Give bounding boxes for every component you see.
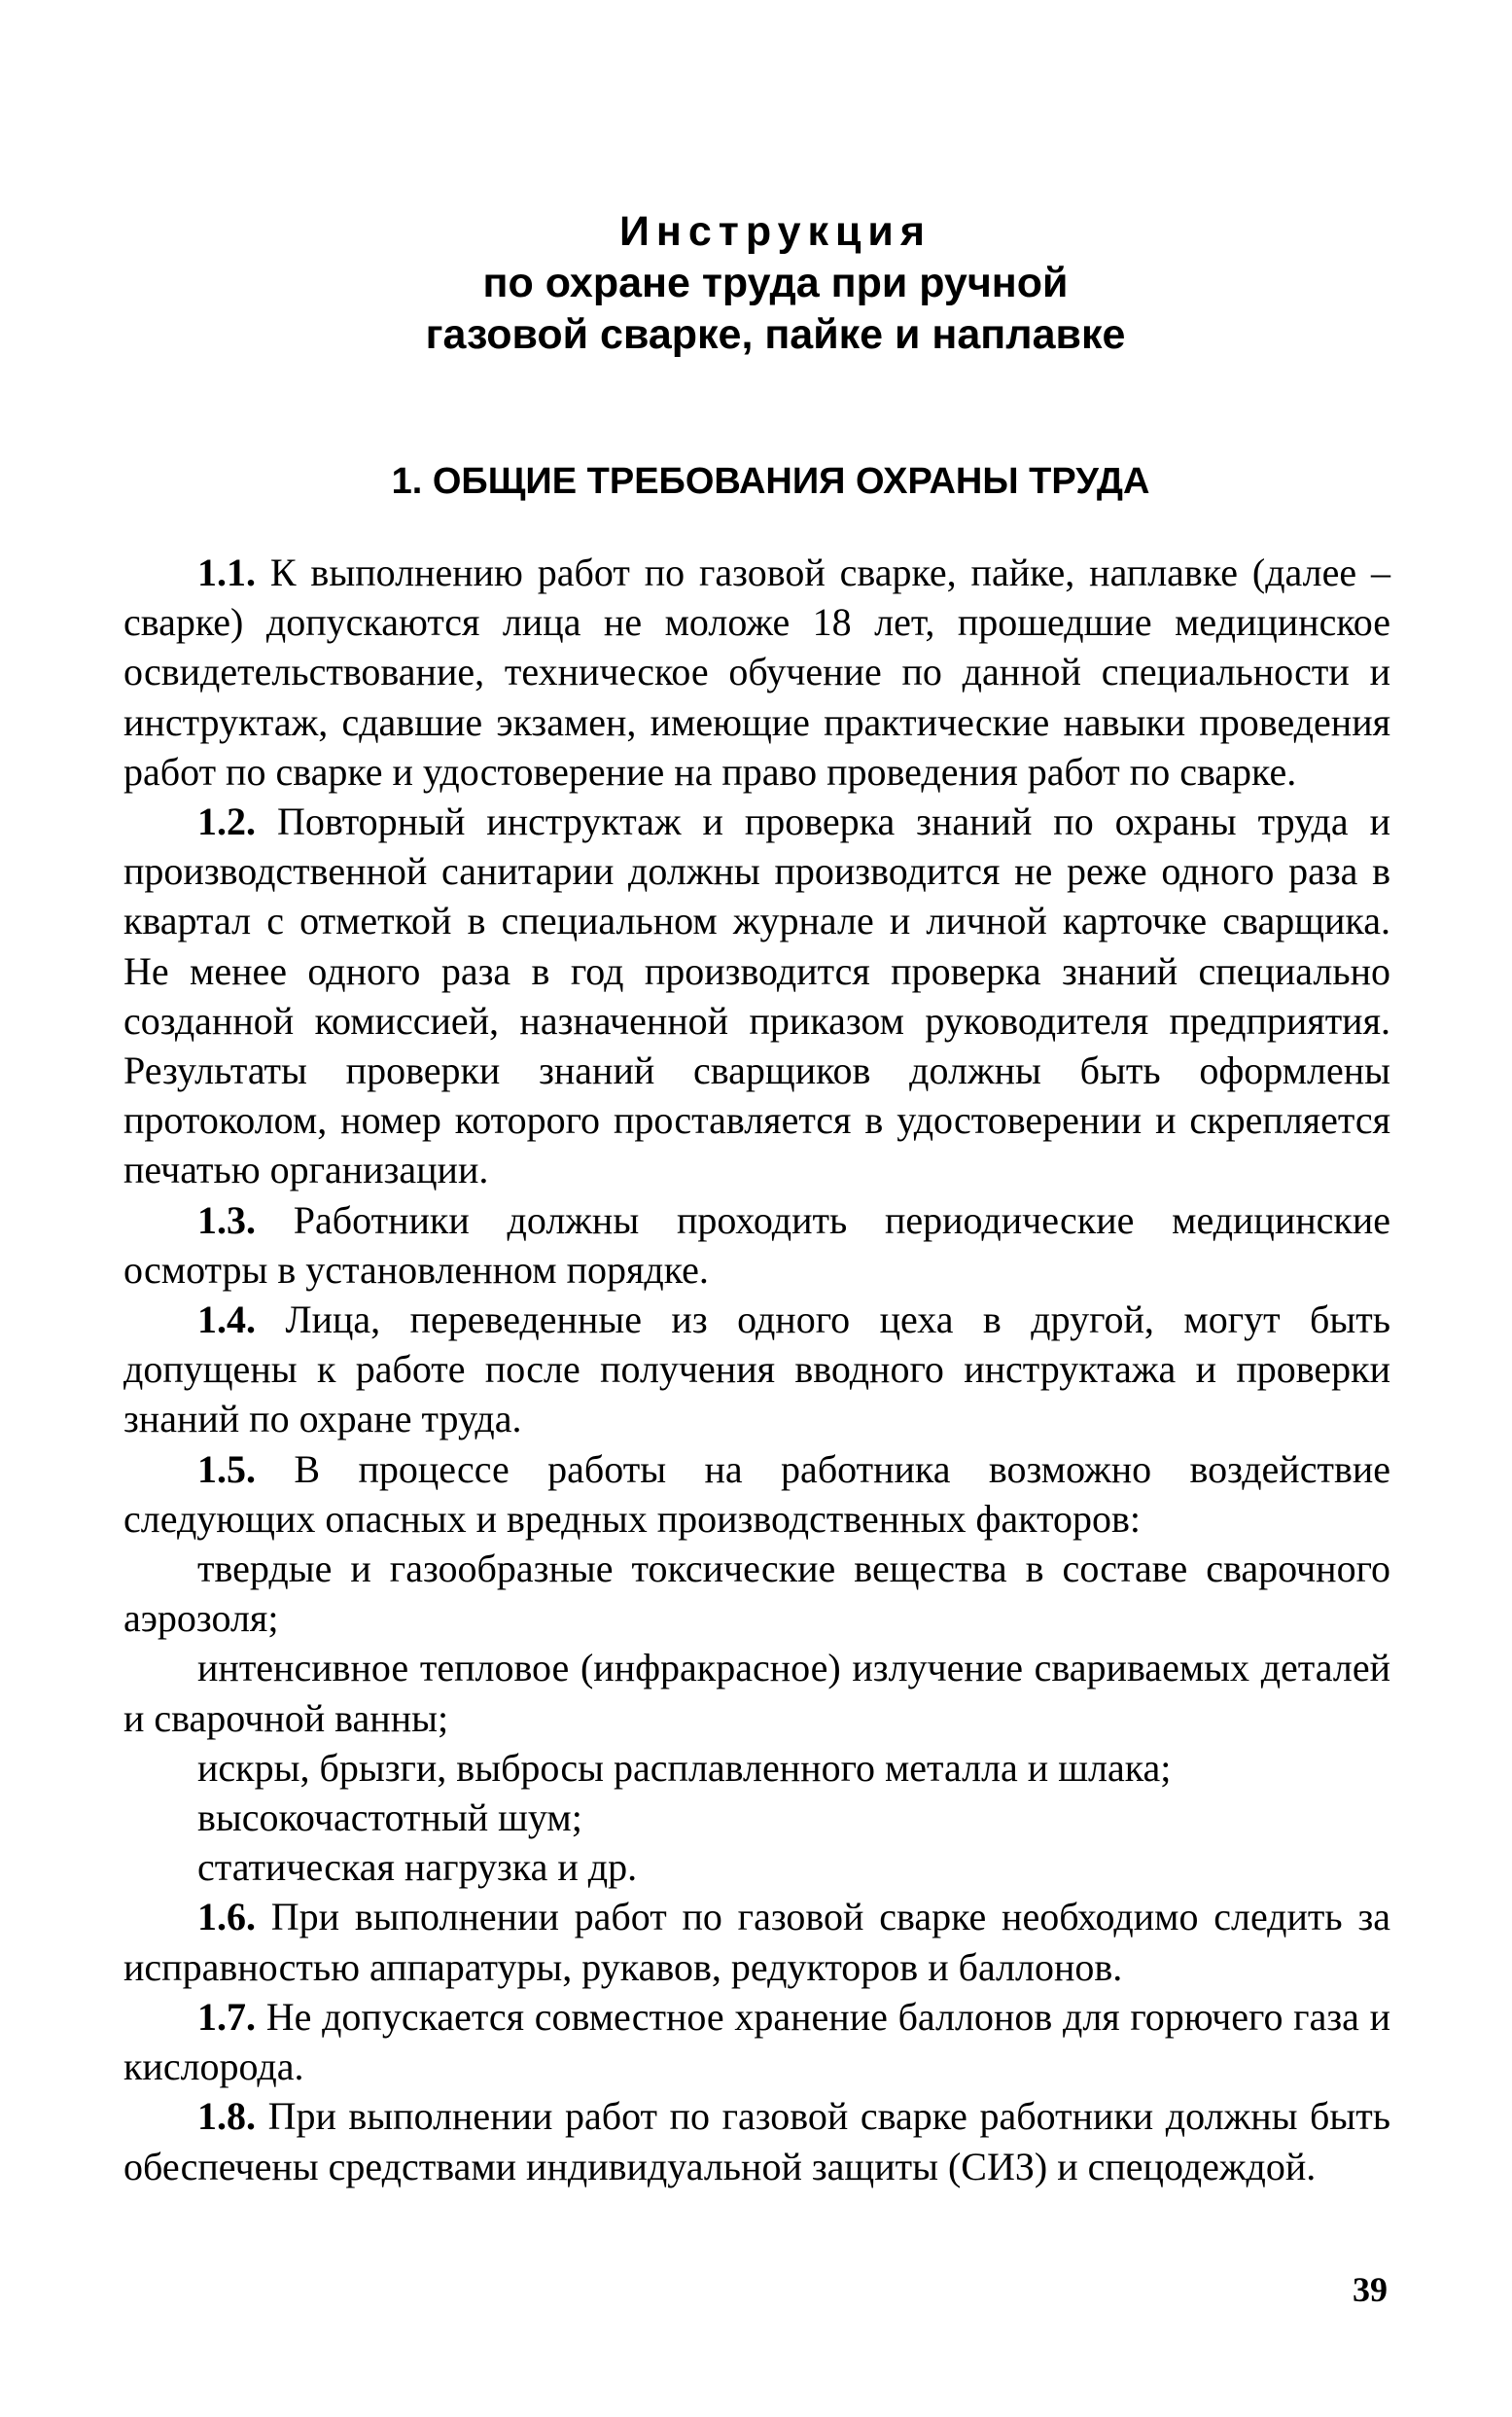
title-line-3: газовой сварке, пайке и наплавке — [425, 311, 1126, 358]
paragraph-number: 1.5. — [197, 1446, 256, 1491]
paragraph-text: Повторный инструктаж и проверка знаний по охраны труда и производственной санитарии должны производится не реже одного раза в квартал с отметкой в специальном журнале и личной карточке сварщика. Не менее одного раза в год производится проверка знаний специально созданной комиссией, назначенной приказом руководителя предприятия. Результаты проверки знаний сварщиков должны быть оформлены протоколом, номер которого проставляется в удостоверении и скрепляется печатью организации. — [123, 800, 1390, 1192]
factor-item: твердые и газообразные токсические вещества в составе сварочного аэрозоля; — [123, 1546, 1390, 1641]
paragraph-1-3 — [123, 1195, 1390, 1295]
factor-item: интенсивное тепловое (инфракрасное) излучение свариваемых деталей и сварочной ванны; — [123, 1646, 1390, 1740]
paragraph-text: При выполнении работ по газовой сварке необходимо следить за исправностью аппаратуры, рукавов, редукторов и баллонов. — [123, 1895, 1390, 1989]
paragraph-number: 1.7. — [197, 1994, 256, 2039]
paragraph-1-5 — [123, 1444, 1390, 1544]
paragraph-text: Работники должны проходить периодические медицинские осмотры в установленном порядке. — [123, 1197, 1390, 1292]
factor-item: высокочастотный шум; — [197, 1795, 582, 1840]
paragraph-1-8 — [123, 2091, 1390, 2190]
paragraph-1-2 — [123, 797, 1390, 1195]
document-title — [0, 206, 1512, 361]
factor-item: статическая нагрузка и др. — [197, 1845, 638, 1890]
paragraph-text: При выполнении работ по газовой сварке работники должны быть обеспечены средствами индивидуальной защиты (СИЗ) и спецодеждой. — [123, 2094, 1390, 2188]
paragraph-1-4 — [123, 1295, 1390, 1444]
paragraph-number: 1.1. — [197, 551, 256, 594]
body-text — [123, 548, 1390, 2191]
paragraph-text: В процессе работы на работника возможно воздействие следующих опасных и вредных производственных факторов: — [123, 1446, 1390, 1541]
paragraph-text: К выполнению работ по газовой сварке, пайке, наплавке (далее – сварке) допускаются лица не моложе 18 лет, прошедшие медицинское освидетельствование, техническое обучение по данной специальности и инструктаж, сдавшие экзамен, имеющие практические навыки проведения работ по сварке и удостоверение на право проведения работ по сварке. — [123, 551, 1390, 794]
paragraph-text: Лица, переведенные из одного цеха в другой, могут быть допущены к работе после получения вводного инструктажа и проверки знаний по охране труда. — [123, 1297, 1390, 1441]
paragraph-1-7 — [123, 1992, 1390, 2091]
paragraph-number: 1.4. — [197, 1297, 256, 1342]
title-line-1: Инструкция — [619, 208, 932, 255]
page-number: 39 — [1353, 2270, 1388, 2309]
factor-item: искры, брызги, выбросы расплавленного металла и шлака; — [197, 1745, 1172, 1790]
section-heading: 1. ОБЩИЕ ТРЕБОВАНИЯ ОХРАНЫ ТРУДА — [391, 461, 1150, 502]
paragraph-number: 1.2. — [197, 800, 256, 844]
paragraph-number: 1.8. — [197, 2094, 256, 2139]
paragraph-number: 1.3. — [197, 1197, 256, 1242]
paragraph-1-6 — [123, 1892, 1390, 1991]
paragraph-text: Не допускается совместное хранение баллонов для горючего газа и кислорода. — [123, 1994, 1390, 2089]
title-line-2: по охране труда при ручной — [482, 260, 1069, 306]
paragraph-1-1 — [123, 548, 1390, 797]
paragraph-number: 1.6. — [197, 1895, 256, 1939]
